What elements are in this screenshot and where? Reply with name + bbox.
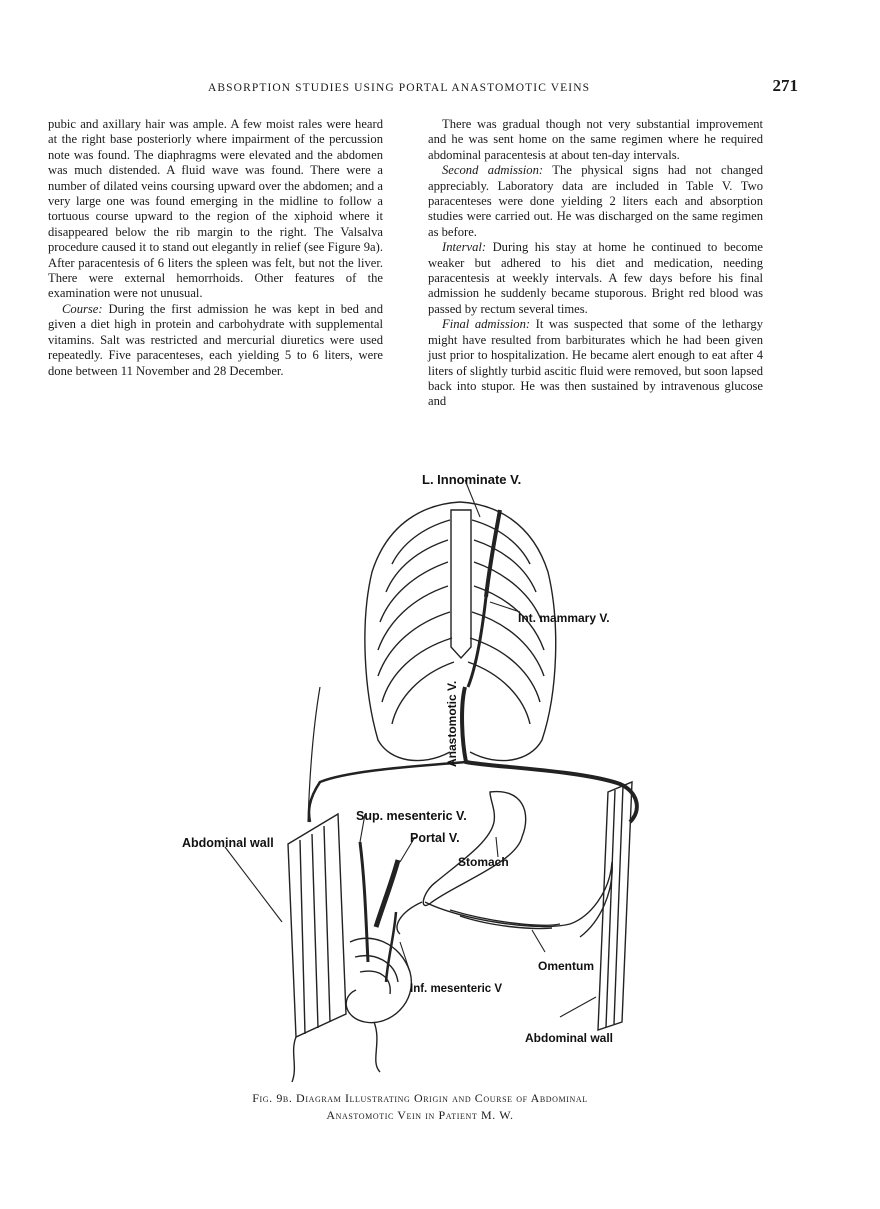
right-column <box>428 117 763 410</box>
figure-9b <box>160 462 680 1087</box>
label-sup-mesenteric: Sup. mesenteric V. <box>356 809 467 823</box>
left-column <box>48 117 383 379</box>
final-admission-lead: Final admission: <box>442 317 531 332</box>
label-stomach: Stomach <box>458 855 509 869</box>
paragraph-improvement: There was gradual though not very substantial improvement and he was sent home on the same regimen where he required abdominal paracentesis at about ten-day intervals. <box>428 117 763 162</box>
label-innominate: L. Innominate V. <box>422 472 522 487</box>
interval-text: During his stay at home he continued to become weaker but adhered to his diet and medication, needing paracentesis at weekly intervals. A few days before his final admission he suddenly became stuporous. Bright red blood was passed by rectum several times. <box>428 240 763 316</box>
label-omentum: Omentum <box>538 959 595 973</box>
label-mammary: Int. mammary V. <box>518 611 610 625</box>
label-abdominal-wall-left: Abdominal wall <box>182 836 274 850</box>
paragraph-second-admission <box>428 163 763 240</box>
anastomotic-vein <box>462 687 637 822</box>
paragraph-course <box>48 302 383 379</box>
second-admission-text: The physical signs had not changed appreciably. Laboratory data are included in Table V. Two paracenteses were done yielding 2 liters each and absorption studies were carried out. He was discharged on the same regimen as before. <box>428 163 763 239</box>
interval-lead: Interval: <box>442 240 487 255</box>
label-abdominal-wall-right: Abdominal wall <box>525 1031 614 1045</box>
caption-line-2: Anastomotic Vein in Patient M. W. <box>326 1108 514 1122</box>
intestine <box>346 938 411 1022</box>
paragraph-final-admission <box>428 317 763 409</box>
page-number: 271 <box>772 76 798 95</box>
final-admission-text: It was suspected that some of the lethargy might have resulted from barbiturates which he had been given just prior to hospitalization. He became alert enough to eat after 4 liters of slightly turbid ascitic fluid were removed, but soon lapsed back into stupor. He was then sustained by intravenous glucose and <box>428 317 763 409</box>
innominate-vein <box>486 510 500 597</box>
page-header <box>48 78 798 102</box>
course-text: During the first admission he was kept in bed and given a diet high in protein and carbohydrate with supplemental vitamins. Salt was restricted and mercurial diuretics were used repeatedly. Five paracenteses, each yielding 5 to 6 liters, were done between 11 November and 28 December. <box>48 301 383 378</box>
omentum <box>425 862 612 937</box>
second-admission-lead: Second admission: <box>442 163 544 178</box>
caption-line-1: Fig. 9b. Diagram Illustrating Origin and Course of Abdominal <box>252 1091 588 1105</box>
sup-mesenteric-vein <box>360 842 368 962</box>
anatomy-diagram <box>160 462 680 1087</box>
paragraph-exam: pubic and axillary hair was ample. A few moist rales were heard at the right base posteriorly where impairment of the percussion note was found. The diaphragms were elevated and the abdomen was much distended. A fluid wave was found. There were a number of dilated veins coursing upward over the abdomen; and a very large one was found emerging in the midline to follow a tortuous course upward to the region of the xiphoid where it disappeared below the rib margin to the right. The Valsalva procedure caused it to stand out elegantly in relief (see Figure 9a). After paracentesis of 6 liters the spleen was felt, but not the liver. There were external hemorrhoids. Other features of the examination were not unusual. <box>48 117 383 301</box>
course-lead: Course: <box>62 301 103 316</box>
paragraph-interval <box>428 240 763 317</box>
label-inf-mesenteric: Inf. mesenteric V <box>410 983 503 995</box>
running-head: ABSORPTION STUDIES USING PORTAL ANASTOMOTIC VEINS <box>208 82 591 94</box>
figure-caption <box>140 1090 700 1124</box>
label-portal: Portal V. <box>410 831 460 845</box>
label-anastomotic: Anastomotic V. <box>445 680 459 767</box>
